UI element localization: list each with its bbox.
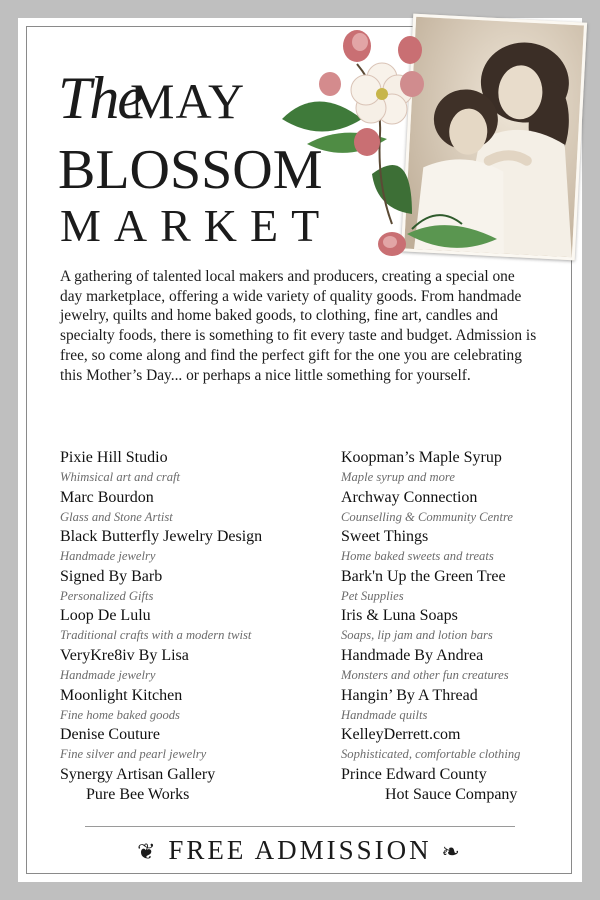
vendor-item (60, 527, 330, 567)
floral-ornament-left-icon: ❦ (137, 839, 159, 864)
vendor-name: KelleyDerrett.com (341, 726, 461, 744)
vendor-item (341, 725, 571, 765)
vendor-description: Maple syrup and more (341, 470, 455, 484)
vendor-item (341, 606, 571, 646)
vendor-name: Synergy Artisan Gallery (60, 765, 216, 783)
vendor-name: Hot Sauce Company (385, 785, 518, 803)
title-article: The (58, 65, 142, 131)
vendor-description: Counselling & Community Centre (341, 509, 513, 524)
vendor-name: Iris & Luna Soaps (341, 607, 458, 625)
vendor-item (341, 567, 571, 607)
vendor-description: Handmade jewelry (60, 549, 156, 564)
vendor-description: Handmade quilts (341, 707, 428, 722)
vendor-name: Archway Connection (341, 488, 478, 506)
floral-ornament-right-icon: ❧ (441, 839, 463, 864)
vendor-item (341, 448, 571, 488)
vendor-name: Koopman’s Maple Syrup (341, 449, 502, 466)
vendor-item (341, 527, 571, 567)
vendor-description: Fine home baked goods (60, 707, 180, 722)
title-market: MARKET (60, 200, 333, 251)
vendor-item (60, 725, 330, 765)
vendor-item (341, 488, 571, 528)
vendor-name: Hangin’ By A Thread (341, 686, 478, 704)
vendor-list-right (341, 448, 571, 805)
vendor-item (60, 606, 330, 646)
vendor-name: Bark'n Up the Green Tree (341, 567, 506, 585)
vendor-description: Personalized Gifts (60, 588, 154, 603)
vendor-name: Handmade By Andrea (341, 646, 484, 664)
vendor-item (60, 448, 330, 488)
vendor-description: Fine silver and pearl jewelry (60, 747, 207, 762)
free-admission-text: FREE ADMISSION (168, 835, 432, 865)
vendor-description: Traditional crafts with a modern twist (60, 628, 252, 643)
title-blossom: BLOSSOM (58, 139, 323, 201)
vendor-description: Home baked sweets and treats (341, 549, 494, 564)
vendor-item (60, 765, 330, 805)
vendor-description: Glass and Stone Artist (60, 509, 173, 524)
vendor-item (341, 686, 571, 726)
free-admission-banner (0, 834, 600, 868)
vendor-name: Loop De Lulu (60, 607, 151, 625)
footer-divider (85, 826, 515, 827)
vendor-list-left (60, 448, 330, 805)
vendor-name: Black Butterfly Jewelry Design (60, 528, 263, 546)
vendor-description: Sophisticated, comfortable clothing (341, 747, 521, 762)
intro-paragraph: A gathering of talented local makers and producers, creating a special one day marketplace, offering a wide variety of quality goods. From handmade jewelry, quilts and home baked goods, to clothing, fine art, candles and specialty foods, there is something to fit every taste and budget. Admission is free, so come along and find the perfect gift for the one you are celebrating this Mother’s Day... or perhaps a nice little something for yourself. (60, 268, 537, 384)
vendor-description: Monsters and other fun creatures (341, 667, 509, 682)
vendor-name: VeryKre8iv By Lisa (60, 646, 189, 664)
vendor-name: Marc Bourdon (60, 488, 154, 506)
title-may: MAY (130, 73, 246, 129)
vendor-name: Sweet Things (341, 528, 429, 546)
vendor-item (60, 567, 330, 607)
vendor-item (60, 646, 330, 686)
vendor-description: Pet Supplies (341, 588, 404, 603)
vendor-name: Pixie Hill Studio (60, 449, 168, 466)
vendor-description: Whimsical art and craft (60, 470, 180, 484)
vendor-item (60, 488, 330, 528)
vendor-description: Handmade jewelry (60, 667, 156, 682)
vendor-name: Pure Bee Works (86, 785, 190, 803)
vendor-item (60, 686, 330, 726)
vendor-item (341, 765, 571, 805)
vendor-name: Denise Couture (60, 726, 160, 744)
vendor-name: Signed By Barb (60, 567, 163, 585)
vendor-description: Soaps, lip jam and lotion bars (341, 628, 493, 643)
vendor-name: Moonlight Kitchen (60, 686, 183, 704)
vendor-item (341, 646, 571, 686)
vendor-name: Prince Edward County (341, 765, 487, 783)
